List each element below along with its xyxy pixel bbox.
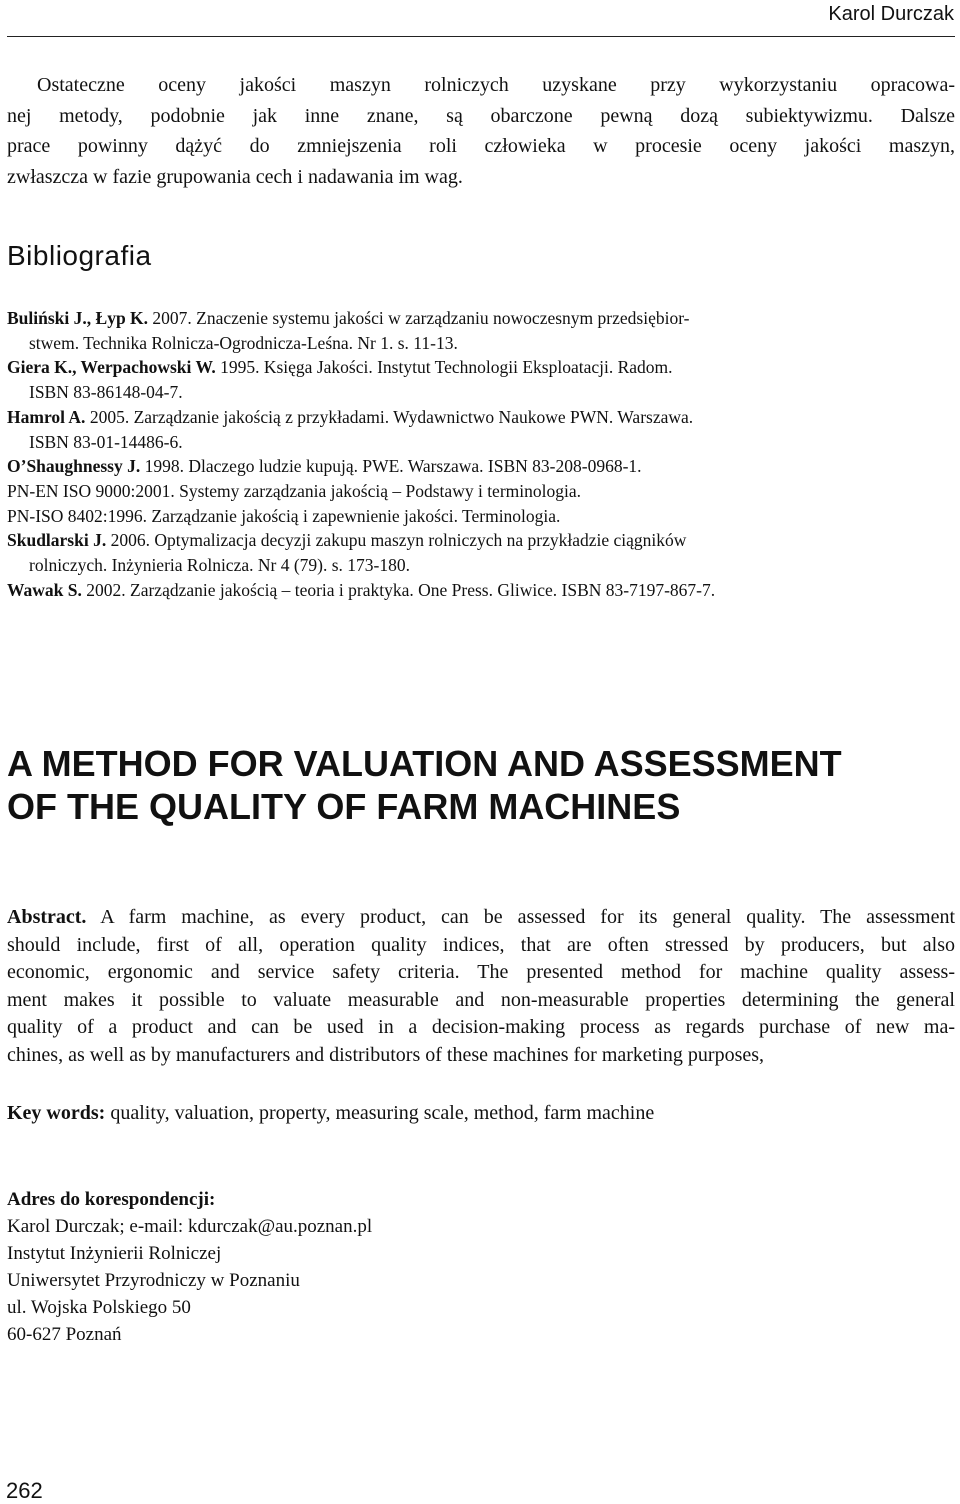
reference-item	[7, 306, 955, 355]
reference-text: 2007. Znaczenie systemu jakości w zarządzaniu nowoczesnym przedsiębior-	[148, 308, 690, 328]
english-title	[7, 742, 842, 828]
abstract-line: chines, as well as by manufacturers and distributors of these machines for marketing purposes,	[7, 1043, 765, 1066]
address-line: Instytut Inżynierii Rolniczej	[7, 1243, 222, 1264]
reference-authors: Buliński J., Łyp K.	[7, 308, 149, 328]
reference-authors: O’Shaughnessy J.	[7, 456, 141, 477]
reference-item	[7, 405, 955, 454]
reference-authors: Wawak S.	[7, 579, 82, 600]
reference-text: 1995. Księga Jakości. Instytut Technologii Eksploatacji. Radom.	[215, 357, 673, 378]
reference-text-cont: ISBN 83-01-14486-6.	[29, 431, 183, 452]
correspondence-label: Adres do korespondencji:	[7, 1189, 216, 1210]
english-title-line: OF THE QUALITY OF FARM MACHINES	[7, 786, 681, 827]
reference-item	[7, 578, 955, 603]
reference-authors: Hamrol A.	[7, 406, 86, 427]
address-line: ul. Wojska Polskiego 50	[7, 1297, 191, 1318]
bibliography-heading: Bibliografia	[7, 240, 152, 271]
correspondence-address	[7, 1186, 372, 1348]
abstract-paragraph	[7, 904, 955, 1069]
closing-paragraph	[7, 70, 955, 192]
reference-item	[7, 355, 955, 404]
abstract-line: economic, ergonomic and service safety criteria. The presented method for machine quality assess-	[7, 961, 955, 983]
keywords-text: quality, valuation, property, measuring scale, method, farm machine	[105, 1102, 655, 1124]
reference-text: 1998. Dlaczego ludzie kupują. PWE. Warszawa. ISBN 83-208-0968-1.	[140, 456, 642, 477]
paragraph-line: Ostateczne oceny jakości maszyn rolniczych uzyskane przy wykorzystaniu opracowa-	[37, 74, 955, 96]
address-line: Uniwersytet Przyrodniczy w Poznaniu	[7, 1270, 300, 1291]
address-line: 60-627 Poznań	[7, 1324, 122, 1345]
abstract-line: quality of a product and can be used in a decision-making process as regards purchase of new ma-	[7, 1016, 955, 1038]
reference-text: 2002. Zarządzanie jakością – teoria i praktyka. One Press. Gliwice. ISBN 83-7197-867-7.	[81, 579, 716, 600]
reference-text: 2005. Zarządzanie jakością z przykładami. Wydawnictwo Naukowe PWN. Warszawa.	[85, 406, 694, 427]
english-title-line: A METHOD FOR VALUATION AND ASSESSMENT	[7, 743, 842, 784]
abstract-text: A farm machine, as every product, can be assessed for its general quality. The assessment	[86, 906, 955, 928]
paragraph-line: nej metody, podobnie jak inne znane, są obarczone pewną dozą subiektywizmu. Dalsze	[7, 104, 955, 127]
reference-text-cont: ISBN 83-86148-04-7.	[29, 382, 183, 403]
abstract-line	[7, 904, 955, 932]
reference-text-cont: stwem. Technika Rolnicza-Ogrodnicza-Leśna. Nr 1. s. 11-13.	[29, 332, 458, 353]
abstract-label: Abstract.	[7, 906, 87, 928]
keywords-label: Key words:	[7, 1102, 106, 1124]
keywords	[7, 1102, 654, 1125]
reference-text: 2006. Optymalizacja decyzji zakupu maszyn rolniczych na przykładzie ciągników	[106, 530, 687, 551]
reference-text-cont: rolniczych. Inżynieria Rolnicza. Nr 4 (79). s. 173-180.	[29, 555, 410, 576]
reference-text: PN-EN ISO 9000:2001. Systemy zarządzania jakością – Podstawy i terminologia.	[7, 480, 581, 501]
abstract-line: ment makes it possible to valuate measurable and non-measurable properties determining the general	[7, 988, 955, 1011]
header-rule	[7, 36, 955, 37]
running-header-author: Karol Durczak	[828, 3, 954, 25]
reference-authors: Giera K., Werpachowski W.	[7, 357, 216, 378]
reference-item	[7, 479, 955, 504]
reference-item	[7, 504, 955, 529]
address-line: Karol Durczak; e-mail: kdurczak@au.poznan.pl	[7, 1216, 373, 1237]
reference-text: PN-ISO 8402:1996. Zarządzanie jakością i zapewnienie jakości. Terminologia.	[7, 505, 561, 526]
reference-item	[7, 528, 955, 577]
paragraph-line: zwłaszcza w fazie grupowania cech i nadawania im wag.	[7, 165, 463, 188]
abstract-line: should include, first of all, operation quality indices, that are often stressed by producers, but also	[7, 933, 955, 956]
reference-authors: Skudlarski J.	[7, 530, 107, 551]
paragraph-line: prace powinny dążyć do zmniejszenia roli człowieka w procesie oceny jakości maszyn,	[7, 135, 955, 157]
bibliography-list	[7, 306, 955, 602]
reference-item	[7, 454, 955, 479]
page-number: 262	[6, 1478, 43, 1503]
